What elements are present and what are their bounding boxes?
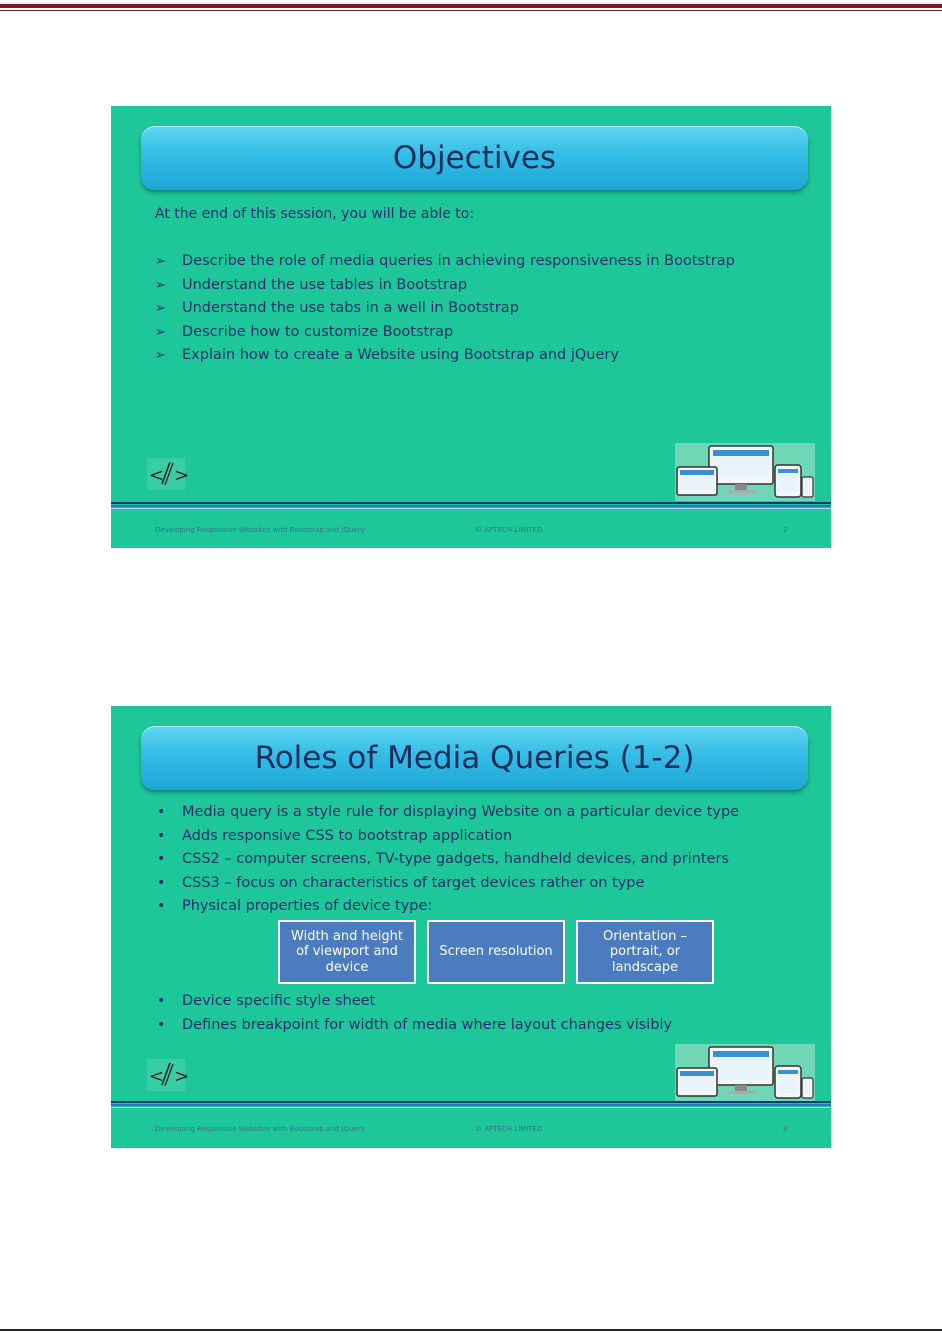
responsive-devices-icon bbox=[675, 443, 815, 501]
list-item: ➢ Describe the role of media queries in achieving responsiveness in Bootstrap bbox=[155, 250, 735, 274]
list-item: ➢ Understand the use tables in Bootstrap bbox=[155, 274, 735, 298]
footer-divider bbox=[111, 1101, 831, 1111]
list-item: • Physical properties of device type: bbox=[155, 895, 739, 919]
bullet-dot-icon: • bbox=[157, 1016, 166, 1033]
svg-text:<: < bbox=[149, 1066, 165, 1087]
property-box-orientation: Orientation – portrait, or landscape bbox=[576, 920, 714, 984]
code-pen-icon bbox=[147, 458, 190, 490]
slide-title: Objectives bbox=[392, 140, 557, 176]
list-item: • CSS2 – computer screens, TV-type gadgets, handheld devices, and printers bbox=[155, 848, 739, 872]
list-item: ➢ Describe how to customize Bootstrap bbox=[155, 321, 735, 345]
svg-text:>: > bbox=[174, 465, 190, 486]
responsive-devices-icon bbox=[675, 1044, 815, 1102]
slide-objectives bbox=[111, 106, 831, 548]
list-item: • Device specific style sheet bbox=[155, 990, 672, 1014]
page-header-rule bbox=[0, 0, 942, 14]
footer-course: Developing Responsive Websites with Bootstrap and jQuery bbox=[155, 1125, 365, 1133]
footer-copyright: © APTECH LIMITED bbox=[475, 1125, 543, 1133]
property-box-viewport: Width and height of viewport and device bbox=[278, 920, 416, 984]
bullet-dot-icon: • bbox=[157, 898, 166, 915]
code-pen-icon bbox=[147, 1059, 190, 1091]
media-query-list bbox=[155, 801, 739, 919]
list-item: ➢ Explain how to create a Website using Bootstrap and jQuery bbox=[155, 344, 735, 368]
arrow-bullet-icon: ➢ bbox=[155, 348, 166, 364]
footer-divider bbox=[111, 502, 831, 512]
arrow-bullet-icon: ➢ bbox=[155, 324, 166, 340]
objectives-list bbox=[155, 250, 735, 368]
svg-text:>: > bbox=[174, 1066, 190, 1087]
slide-title: Roles of Media Queries (1-2) bbox=[254, 740, 695, 776]
list-item: • Media query is a style rule for displaying Website on a particular device type bbox=[155, 801, 739, 825]
property-box-resolution: Screen resolution bbox=[427, 920, 565, 984]
svg-text:<: < bbox=[149, 465, 165, 486]
list-item: ➢ Understand the use tabs in a well in Bootstrap bbox=[155, 297, 735, 321]
bullet-dot-icon: • bbox=[157, 827, 166, 844]
arrow-bullet-icon: ➢ bbox=[155, 254, 166, 269]
media-query-list-continued bbox=[155, 990, 672, 1037]
bullet-dot-icon: • bbox=[157, 993, 166, 1009]
footer-copyright: © APTECH LIMITED bbox=[475, 526, 543, 534]
footer-page-number: 3 bbox=[783, 1125, 788, 1133]
page-footer-rule bbox=[0, 1329, 942, 1331]
slide-title-bar bbox=[141, 126, 808, 190]
slide-title-bar bbox=[141, 726, 808, 790]
bullet-dot-icon: • bbox=[157, 874, 166, 891]
slide-roles-of-media-queries bbox=[111, 706, 831, 1148]
bullet-dot-icon: • bbox=[157, 804, 166, 820]
list-item: • Adds responsive CSS to bootstrap application bbox=[155, 825, 739, 849]
footer-page-number: 2 bbox=[783, 526, 788, 534]
list-item: • Defines breakpoint for width of media where layout changes visibly bbox=[155, 1014, 672, 1038]
footer-course: Developing Responsive Websites with Bootstrap and jQuery bbox=[155, 526, 365, 534]
arrow-bullet-icon: ➢ bbox=[155, 301, 166, 317]
list-item: • CSS3 – focus on characteristics of target devices rather on type bbox=[155, 872, 739, 896]
slide-intro: At the end of this session, you will be able to: bbox=[155, 206, 475, 222]
bullet-dot-icon: • bbox=[157, 851, 166, 868]
arrow-bullet-icon: ➢ bbox=[155, 277, 166, 293]
